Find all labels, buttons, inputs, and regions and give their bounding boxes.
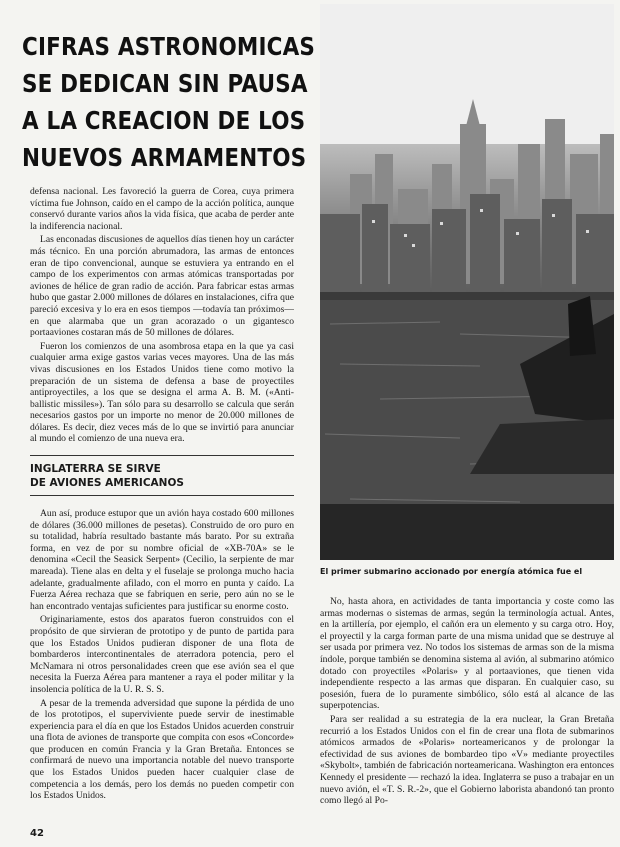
headline bbox=[22, 28, 316, 176]
left-column-bottom bbox=[30, 508, 294, 830]
left-column-top bbox=[30, 186, 294, 447]
headline-line: A LA CREACION DE LOS bbox=[22, 106, 306, 135]
right-column bbox=[320, 596, 614, 836]
paragraph: defensa nacional. Les favoreció la guerra de Corea, cuya primera víctima fue Johnson, caído en el campo de la acción política, aunque conservó durante varios años la vida física, que acaba de perder ante la indiferencia nacional. bbox=[30, 186, 294, 232]
paragraph: Para ser realidad a su estrategia de la era nuclear, la Gran Bretaña recurrió a los Estados Unidos con el fin de crear una flota de submarinos atómicos armados de «Polaris» norteamericanos y de prolongar la efectividad de sus aviones de bombardeo tipo «V» mediante proyectiles «Skybolt», también de fabricación norteamericana. Washington era entonces Kennedy el presidente — rechazó la idea. Inglaterra se puso a trabajar en un nuevo avión, el «T. S. R.-2», que el Gobierno laborista abandonó tan pronto como llegó al Po- bbox=[320, 713, 614, 807]
paragraph: A pesar de la tremenda adversidad que supone la pérdida de uno de los prototipos, el superviviente puede servir de inestimable experiencia para el día en que los Estados Unidos acuerden construir una flota de aviones de transporte que compita con esos «Concorde» que producen en común Francia y la Gran Bretaña. Entonces se confirmará de nuevo una importancia notable del nuevo transporte que los Estados Unidos pueden hacer cualquier clase de competencia a los demás, pero los demás no pueden competir con los Estados Unidos. bbox=[30, 697, 294, 802]
city-skyline-harbor-photo bbox=[320, 4, 614, 560]
paragraph: Las enconadas discusiones de aquellos días tienen hoy un carácter más técnico. En una porción abrumadora, las armas de entonces eran de tipo convencional, aunque se estuviera ya entrando en el campo de los experimentos con armas atómicas transportadas por aviones de hélice de gran radio de acción. Para fabricar estas armas hubo que gastar 2.000 millones de dólares en instalaciones, cifra que pareció excesiva y lo era en esos tiempos —todavía tan próximos— en que alarmaba que un gran acorazado o un gigantesco portaaviones costaran más de 50 millones de dólares. bbox=[30, 234, 294, 339]
subhead-line: INGLATERRA SE SIRVE bbox=[30, 463, 161, 475]
section-subhead bbox=[30, 455, 294, 496]
paragraph: Originariamente, estos dos aparatos fueron construidos con el propósito de que sirvieran de prototipo y de punto de partida para que los Estados Unidos pudieran disponer de una flota de bombarderos intercontinentales de aterradora potencia, pero el McNamara ni otros personalidades creen que ese avión sea el que necesita la Fuerza Aérea para mantener a raya el poder militar y la insolencia política de la U. R. S. S. bbox=[30, 614, 294, 695]
paragraph: Fueron los comienzos de una asombrosa etapa en la que ya casi cualquier arma exige gastos varias veces mayores. Una de las más vivas discusiones en los Estados Unidos tiene como motivo la preparación de un sistema de defensa a base de proyectiles antiproyectiles, a los que se designa el arma A. B. M. («Anti-ballistic missiles»). Tan sólo para su desarrollo se calcula que serán necesarios gastos por un importe no menor de 20.000 millones de dólares. Es decir, diez veces más de lo que se invirtió para anunciar al mundo el comienzo de una nueva era. bbox=[30, 340, 294, 445]
headline-line: NUEVOS ARMAMENTOS bbox=[22, 143, 307, 172]
page-number: 42 bbox=[30, 828, 44, 839]
photo-caption: El primer submarino accionado por energía atómica fue el bbox=[320, 567, 583, 576]
paragraph: No, hasta ahora, en actividades de tanta importancia y coste como las armas modernas o sistemas de armas, según la terminología actual. Antes, en la artillería, por ejemplo, el cañón era un elemento y su carga otro. Hoy, el proyectil y la carga forman parte de una misma unidad que se destruye al ser usada por primera vez. No todos los sistemas de armas son de la misma índole, porque también se denomina sistema al avión, al submarino atómico dotado con proyectiles «Polaris» y al portaaviones, que tienen vida independiente respecto a las armas que disparan. En cualquier caso, su posesión, fuera de lo puramente simbólico, sólo está al alcance de las superpotencias. bbox=[320, 596, 614, 712]
subhead-line: DE AVIONES AMERICANOS bbox=[30, 477, 184, 489]
paragraph: Aun así, produce estupor que un avión haya costado 600 millones de dólares (36.000 millones de pesetas). Construido de oro puro en su totalidad, habría resultado bastante más barato. Por su extraña forma, en vez de por su nombre oficial de «XB-70A» se le denomina «Cecil the Seasick Serpent» (Cecilio, la serpiente de mar mareada). Tiene alas en delta y el fuselaje se prolonga mucho hacia adelante, gradualmente afilado, con el morro en punta y caído. La Fuerza Aérea rechaza que se fabriquen en serie, pero aún no se le han encontrado ventajas suficientes para justificar su enorme costo. bbox=[30, 508, 294, 612]
headline-line: SE DEDICAN SIN PAUSA bbox=[22, 69, 308, 98]
skyline-illustration bbox=[320, 4, 614, 560]
headline-line: CIFRAS ASTRONOMICAS bbox=[22, 32, 316, 61]
